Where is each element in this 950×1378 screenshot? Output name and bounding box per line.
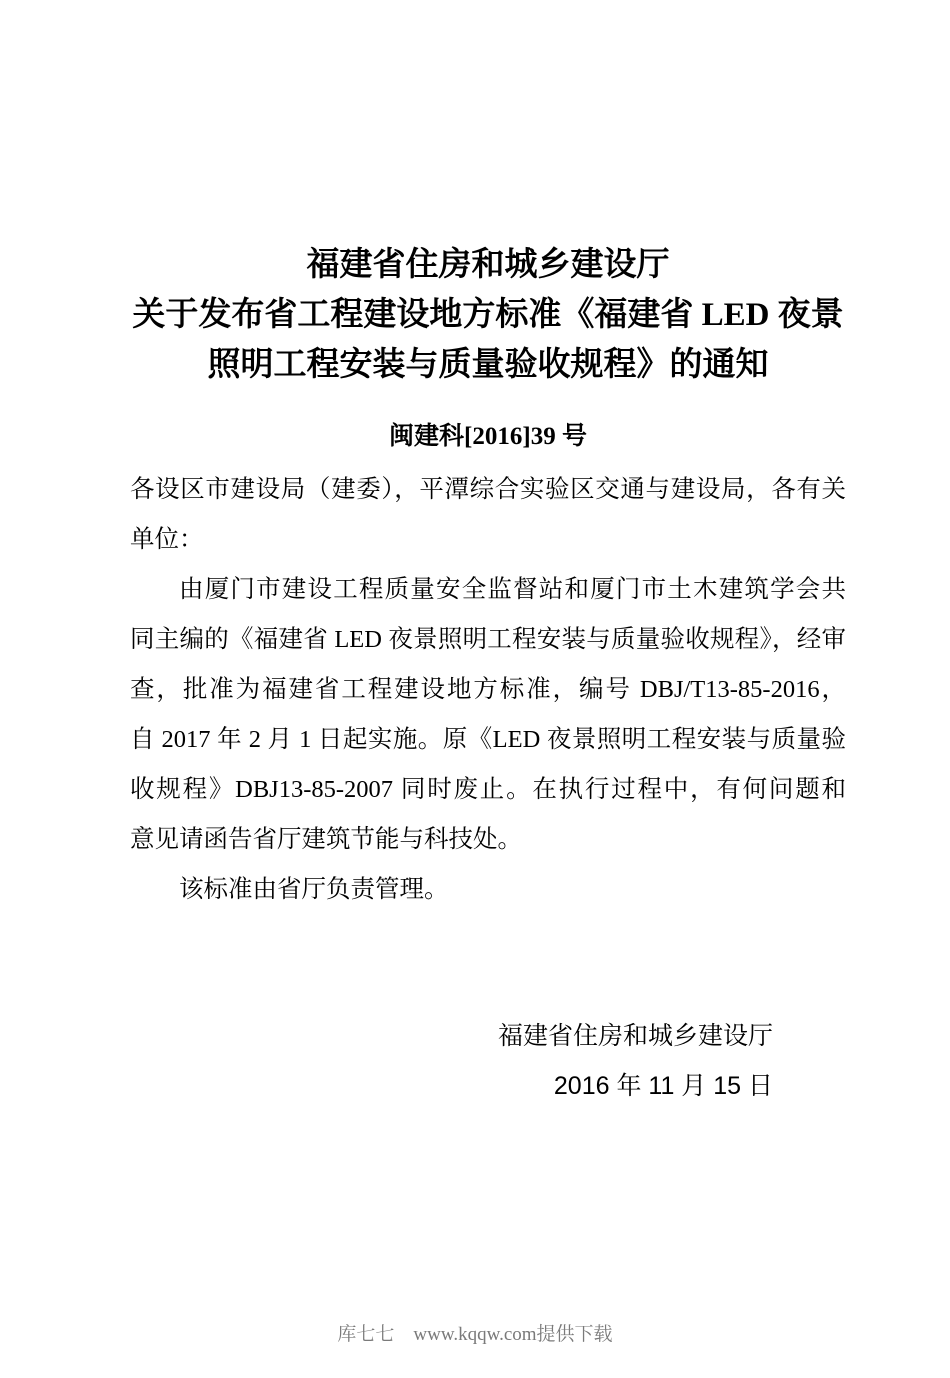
body-line: 该标准由省厅负责管理。 — [179, 876, 449, 903]
body-line: 同主编的《福建省 LED 夜景照明工程安装与质量验收规程》，经审 — [130, 626, 846, 653]
title-line-1: 福建省住房和城乡建设厅 — [306, 247, 670, 283]
signature-date: 2016 年 11 月 15 日 — [553, 1072, 773, 1100]
title-line-2: 关于发布省工程建设地方标准《福建省 LED 夜景 — [132, 297, 844, 333]
body-line: 意见请函告省厅建筑节能与科技处。 — [130, 826, 522, 853]
signature-block — [130, 1011, 846, 1111]
footer-watermark: 库七七 www.kqqw.com提供下载 — [337, 1324, 613, 1345]
body-line: 查，批准为福建省工程建设地方标准，编号 DBJ/T13-85-2016， — [130, 676, 846, 703]
body-line: 单位： — [130, 526, 204, 553]
document-title — [130, 0, 846, 390]
document-number: 闽建科[2016]39 号 — [389, 423, 587, 450]
body-line: 由厦门市建设工程质量安全监督站和厦门市土木建筑学会共 — [179, 576, 846, 603]
document-body — [130, 465, 846, 915]
title-line-3: 照明工程安装与质量验收规程》的通知 — [207, 347, 769, 383]
body-line: 各设区市建设局（建委），平潭综合实验区交通与建设局，各有关 — [130, 476, 846, 503]
body-line: 收规程》DBJ13-85-2007 同时废止。在执行过程中，有何问题和 — [130, 776, 846, 803]
signature-org: 福建省住房和城乡建设厅 — [497, 1022, 773, 1050]
body-line: 自 2017 年 2 月 1 日起实施。原《LED 夜景照明工程安装与质量验 — [130, 726, 846, 753]
